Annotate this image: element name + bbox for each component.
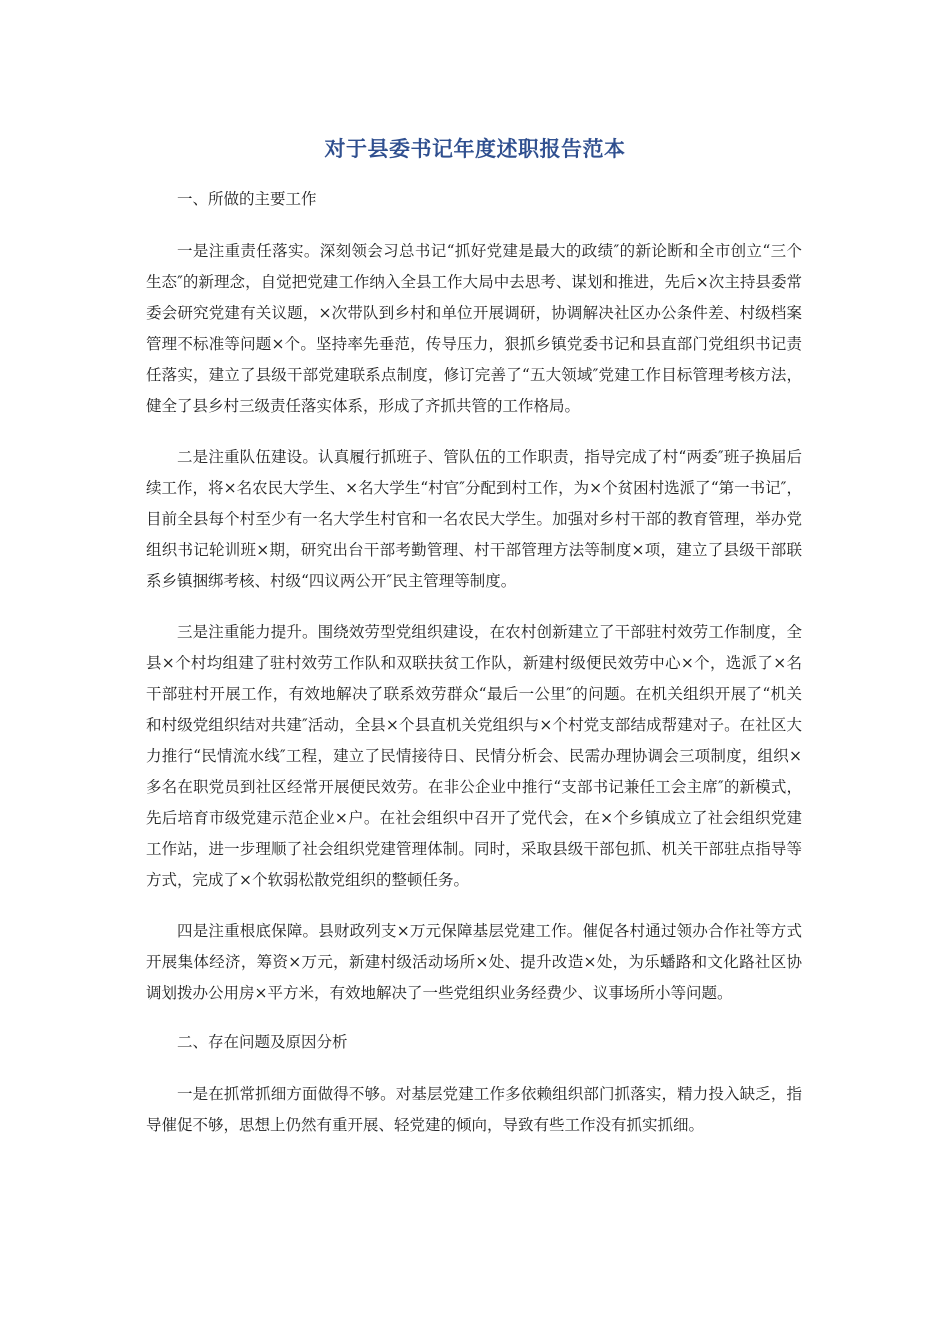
section-heading-2: 二、存在问题及原因分析	[177, 1033, 348, 1051]
paragraph-foundation: 四是注重根底保障。县财政列支×万元保障基层党建工作。催促各村通过领办合作社等方式开展集体经济，筹资×万元，新建村级活动场所×处、提升改造×处，为乐蟠路和文化路社区协调划拨办公用房×平方米，有效地解决了一些党组织业务经费少、议事场所小等问题。	[146, 922, 802, 1002]
document-title: 对于县委书记年度述职报告范本	[324, 137, 626, 161]
paragraph-team-building: 二是注重队伍建设。认真履行抓班子、管队伍的工作职责，指导完成了村“两委″班子换届后续工作，将×名农民大学生、×名大学生“村官″分配到村工作，为×个贫困村选派了“第一书记″，目前全县每个村至少有一名大学生村官和一名农民大学生。加强对乡村干部的教育管理，举办党组织书记轮训班×期，研究出台干部考勤管理、村干部管理方法等制度×项，建立了县级干部联系乡镇捆绑考核、村级“四议两公开″民主管理等制度。	[146, 448, 802, 590]
paragraph-responsibility: 一是注重责任落实。深刻领会习总书记“抓好党建是最大的政绩″的新论断和全市创立“三个生态″的新理念，自觉把党建工作纳入全县工作大局中去思考、谋划和推进，先后×次主持县委常委会研究党建有关议题，×次带队到乡村和单位开展调研，协调解决社区办公条件差、村级档案管理不标准等问题×个。坚持率先垂范，传导压力，狠抓乡镇党委书记和县直部门党组织书记责任落实，建立了县级干部党建联系点制度，修订完善了“五大领域″党建工作目标管理考核方法，健全了县乡村三级责任落实体系，形成了齐抓共管的工作格局。	[146, 242, 802, 415]
document-body	[146, 186, 802, 1161]
section-heading-1: 一、所做的主要工作	[177, 190, 317, 208]
paragraph-problem-1: 一是在抓常抓细方面做得不够。对基层党建工作多依赖组织部门抓落实，精力投入缺乏，指导催促不够，思想上仍然有重开展、轻党建的倾向，导致有些工作没有抓实抓细。	[146, 1085, 802, 1134]
paragraph-capacity: 三是注重能力提升。围绕效劳型党组织建设，在农村创新建立了干部驻村效劳工作制度，全县×个村均组建了驻村效劳工作队和双联扶贫工作队，新建村级便民效劳中心×个，选派了×名干部驻村开展工作，有效地解决了联系效劳群众“最后一公里″的问题。在机关组织开展了“机关和村级党组织结对共建″活动，全县×个县直机关党组织与×个村党支部结成帮建对子。在社区大力推行“民情流水线″工程，建立了民情接待日、民情分析会、民需办理协调会三项制度，组织×多名在职党员到社区经常开展便民效劳。在非公企业中推行“支部书记兼任工会主席″的新模式，先后培育市级党建示范企业×户。在社会组织中召开了党代会，在×个乡镇成立了社会组织党建工作站，进一步理顺了社会组织党建管理体制。同时，采取县级干部包抓、机关干部驻点指导等方式，完成了×个软弱松散党组织的整顿任务。	[146, 623, 802, 889]
